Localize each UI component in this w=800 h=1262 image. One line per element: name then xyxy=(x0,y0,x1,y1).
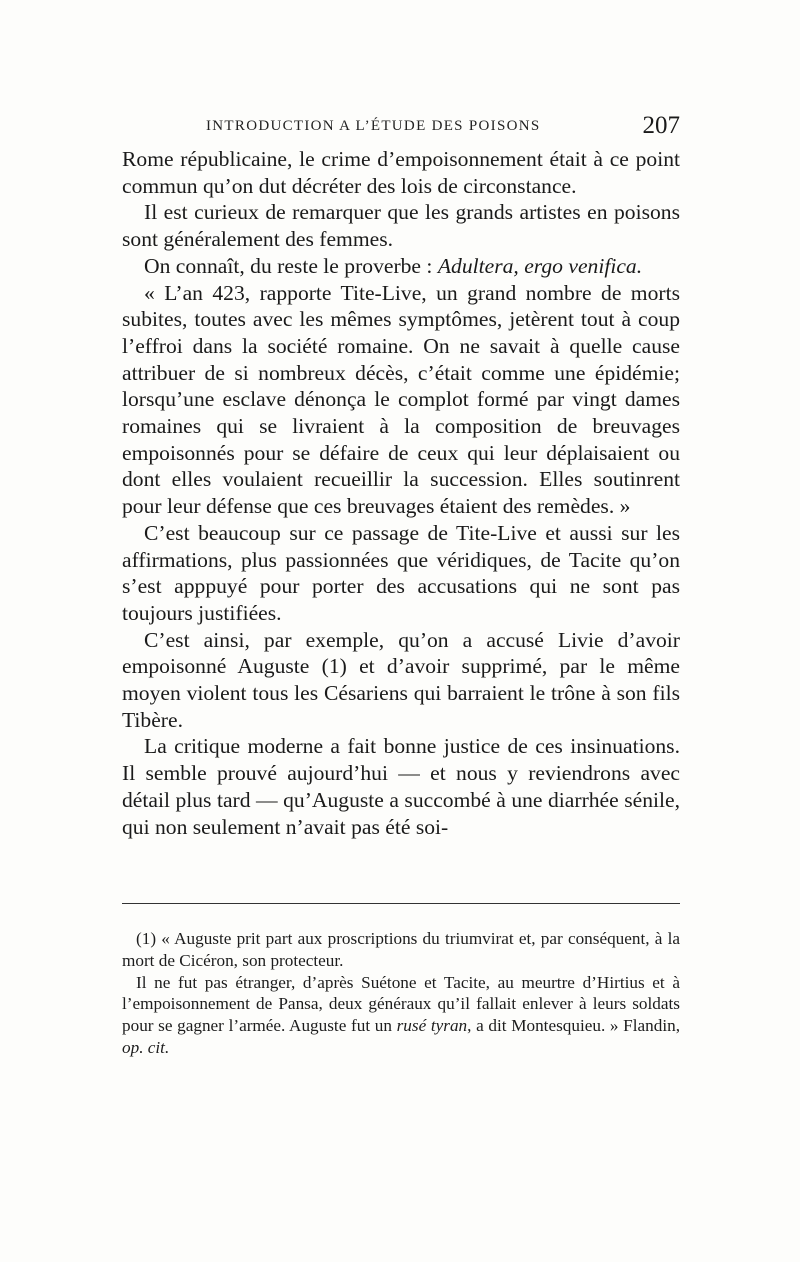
paragraph-7: La critique moderne a fait bonne justice de ces insinuations. Il semble prouvé aujourd’hui — et nous y reviendrons avec détail plus tard — qu’Auguste a succombé à une diarrhée sénile, qui non seulement n’avait pas été soi- xyxy=(122,734,680,839)
proverb-intro: On connaît, du reste le proverbe : xyxy=(144,253,438,278)
footnote-text: Il ne fut pas étranger, d’après Suétone et Tacite, au meurtre d’Hirtius et à l’empoisonnement de Pansa, deux généraux qu’il fallait enlever à leurs soldats pour se gagner l’armée. Auguste fut un xyxy=(122,972,680,1036)
body-text xyxy=(122,146,680,840)
footnote-1: (1) « Auguste prit part aux proscriptions du triumvirat et, par conséquent, à la mort de Cicéron, son protecteur. xyxy=(122,929,680,970)
paragraph-2: Il est curieux de remarquer que les grands artistes en poisons sont généralement des femmes. xyxy=(122,200,680,252)
paragraph-3 xyxy=(122,253,680,280)
paragraph-5: C’est beaucoup sur ce passage de Tite-Live et aussi sur les affirmations, plus passionnées que véridiques, de Tacite qu’on s’est apppuyé pour porter des accusations qui ne sont pas toujours justifiées. xyxy=(122,520,680,625)
footnote-italic-rusé-tyran: rusé tyran xyxy=(396,1016,468,1036)
paragraph-6: C’est ainsi, par exemple, qu’on a accusé Livie d’avoir empoisonné Auguste (1) et d’avoir supprimé, par le même moyen violent tous les Césariens qui barraient le trône à son fils Tibère. xyxy=(122,627,680,732)
footnote-text-attribution: , a dit Montesquieu. » Flandin, xyxy=(467,1016,680,1036)
footnote-divider xyxy=(122,903,680,904)
paragraph-4: « L’an 423, rapporte Tite-Live, un grand nombre de morts subites, toutes avec les mêmes symptômes, jetèrent tout à coup l’effroi dans la société romaine. On ne savait à quelle cause attribuer de si nombreux décès, c’était comme une épidémie; lorsqu’une esclave dénonça le complot formé par vingt dames romaines qui se livraient à la composition de breuvages empoisonnés pour se défaire de ceux qui leur déplaisaient ou dont elles voulaient recueillir la succession. Elles soutinrent pour leur défense que ces breuvages étaient des remèdes. » xyxy=(122,280,680,519)
paragraph-1: Rome républicaine, le crime d’empoisonnement était à ce point commun qu’on dut décréter des lois de circonstance. xyxy=(122,147,680,198)
running-head xyxy=(122,112,680,146)
footnote-1-continued xyxy=(122,972,680,1059)
running-title: INTRODUCTION A L’ÉTUDE DES POISONS xyxy=(206,118,541,134)
footnote-italic-op-cit: op. cit. xyxy=(122,1037,170,1057)
page-number: 207 xyxy=(642,112,680,139)
footnotes xyxy=(122,928,680,1059)
proverb-latin: Adultera, ergo venifica. xyxy=(437,253,643,278)
